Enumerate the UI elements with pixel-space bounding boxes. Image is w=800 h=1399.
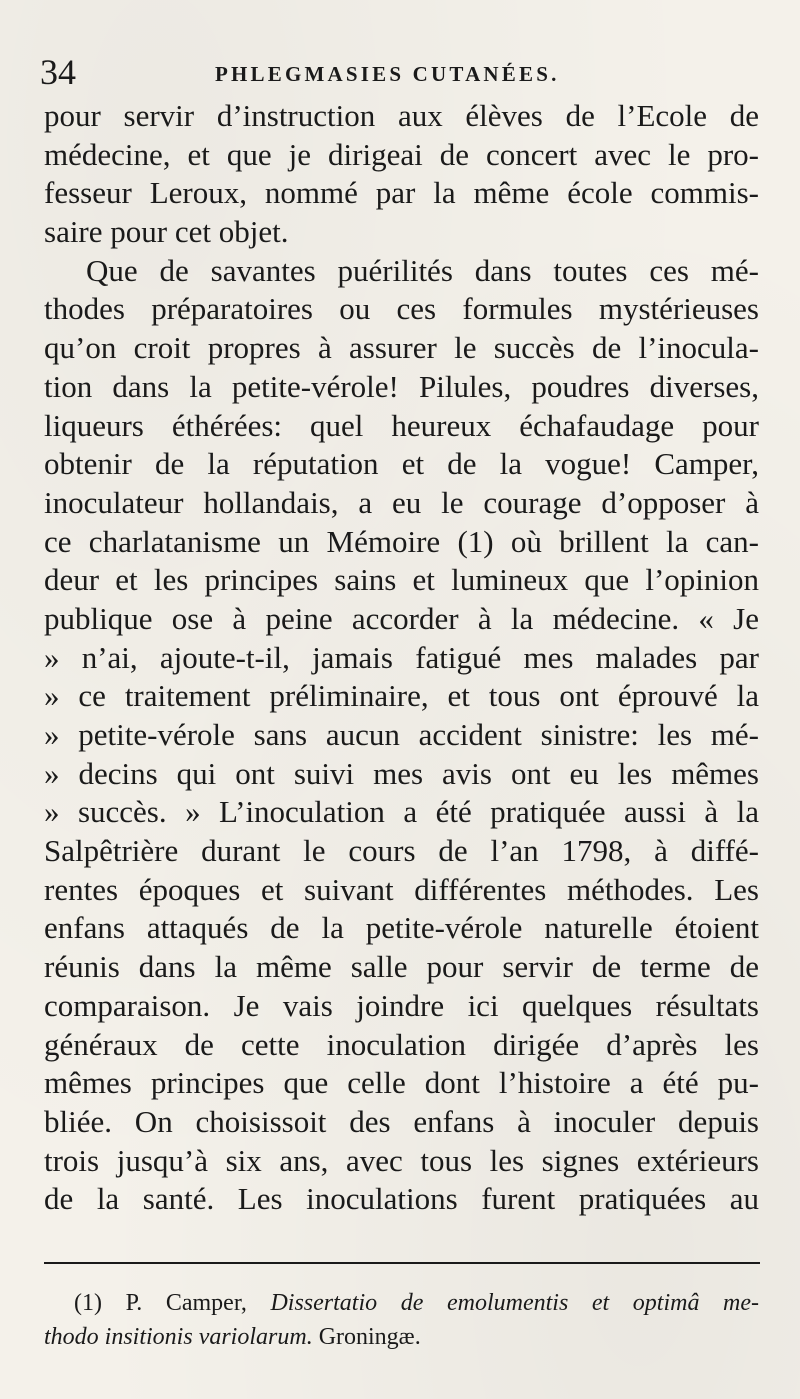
footnote-marker: (1) — [74, 1290, 102, 1316]
text-line: bliée. On choisissoit des enfans à inoculer depuis — [44, 1103, 759, 1139]
text-line: comparaison. Je vais joindre ici quelques résultats — [44, 987, 759, 1023]
text-line: » ce traitement préliminaire, et tous ont éprouvé la — [44, 678, 759, 714]
text-line: mêmes principes que celle dont l’histoire a été pu- — [44, 1065, 759, 1101]
footnote-place: Groningæ. — [318, 1324, 421, 1350]
text-line: Salpêtrière durant le cours de l’an 1798, à diffé- — [44, 833, 759, 869]
text-line: inoculateur hollandais, a eu le courage d’opposer à — [44, 484, 759, 520]
text-line: tion dans la petite-vérole! Pilules, poudres diverses, — [44, 368, 759, 404]
text-line: ce charlatanisme un Mémoire (1) où brillent la can- — [44, 523, 759, 559]
text-line: fesseur Leroux, nommé par la même école commis- — [44, 175, 759, 211]
text-line: enfans attaqués de la petite-vérole naturelle étoient — [44, 910, 759, 946]
text-line: Que de savantes puérilités dans toutes ces mé- — [86, 252, 759, 288]
footnote-line — [44, 1286, 759, 1320]
text-line: généraux de cette inoculation dirigée d’après les — [44, 1026, 759, 1062]
text-line: » succès. » L’inoculation a été pratiquée aussi à la — [44, 794, 759, 830]
text-line: thodes préparatoires ou ces formules mystérieuses — [44, 291, 759, 327]
page-header — [40, 50, 760, 94]
text-line: pour servir d’instruction aux élèves de l’Ecole de — [44, 98, 759, 133]
footnote-rule — [44, 1262, 760, 1264]
footnote-author: P. Camper, — [125, 1290, 247, 1316]
footnote-title-part1: Dissertatio de emolumentis et optimâ me- — [270, 1290, 759, 1316]
text-line: trois jusqu’à six ans, avec tous les signes extérieurs — [44, 1142, 759, 1178]
body-text — [44, 97, 759, 1219]
text-line: » n’ai, ajoute-t-il, jamais fatigué mes malades par — [44, 639, 759, 675]
running-title: PHLEGMASIES CUTANÉES. — [215, 62, 560, 86]
text-line: qu’on croit propres à assurer le succès de l’inocula- — [44, 330, 759, 366]
text-line: rentes époques et suivant différentes méthodes. Les — [44, 871, 759, 907]
text-line: » petite-vérole sans aucun accident sinistre: les mé- — [44, 717, 759, 752]
text-line: » decins qui ont suivi mes avis ont eu les mêmes — [44, 755, 759, 791]
text-line: saire pour cet objet. — [44, 214, 289, 250]
text-line: liqueurs éthérées: quel heureux échafaudage pour — [44, 407, 759, 443]
page-number: 34 — [40, 52, 76, 92]
footnote-line — [44, 1320, 759, 1354]
text-line: réunis dans la même salle pour servir de terme de — [44, 949, 759, 985]
footnote — [44, 1286, 759, 1354]
text-line: publique ose à peine accorder à la médecine. « Je — [44, 600, 759, 636]
text-line: obtenir de la réputation et de la vogue! Camper, — [44, 446, 759, 482]
footnote-title-part2: thodo insitionis variolarum. — [44, 1324, 313, 1350]
text-line: de la santé. Les inoculations furent pratiquées au — [44, 1181, 759, 1217]
text-line: médecine, et que je dirigeai de concert avec le pro- — [44, 136, 759, 172]
text-line: deur et les principes sains et lumineux que l’opinion — [44, 562, 759, 598]
